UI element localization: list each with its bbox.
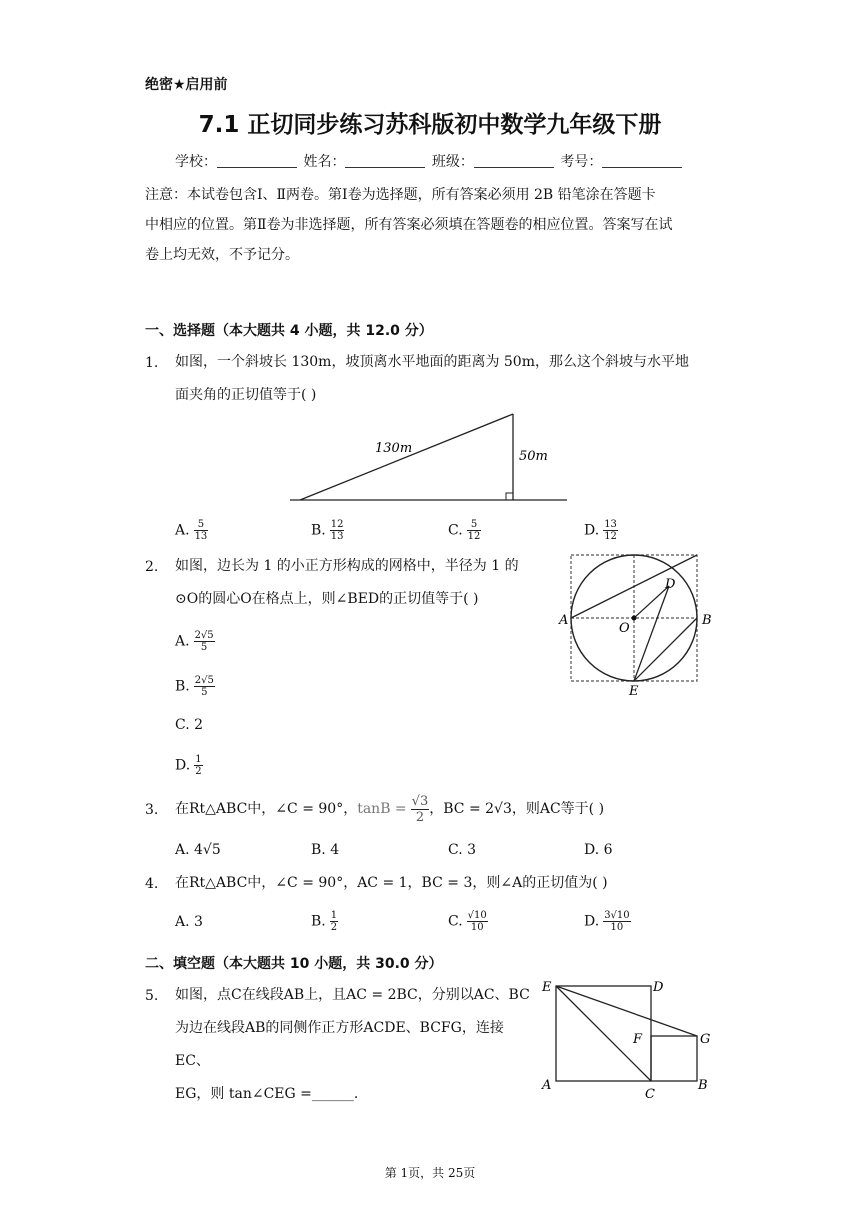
q1-option-b[interactable]: B. $\frac{12}{13}$ (311, 519, 344, 542)
q2-option-c[interactable]: C. 2 (175, 717, 204, 733)
q4-text: 在Rt△ABC中，∠C = 90°，AC = 1，BC = 3，则∠A的正切值为( ) (175, 875, 608, 891)
q5-label-b: B (698, 1078, 708, 1093)
page-footer: 第 1页，共 25页 (384, 1166, 476, 1180)
q4-option-a[interactable]: A. 3 (175, 914, 203, 930)
q3-text-a: 在Rt△ABC中，∠C = 90°， (175, 801, 358, 817)
class-blank (474, 153, 554, 168)
q3-number: 3. (145, 802, 159, 818)
q5-squares-figure (535, 975, 720, 1105)
q4-number: 4. (145, 876, 159, 892)
q2-label-o: O (619, 621, 630, 636)
q2-line-2: ⊙O的圆心O在格点上，则∠BED的正切值等于( ) (175, 591, 479, 607)
q5-label-g: G (700, 1032, 711, 1047)
q4-option-d[interactable]: D. $\frac{3√10}{10}$ (584, 910, 630, 933)
q3-tan-label: tanB = (357, 801, 407, 817)
name-label: 姓名： (303, 154, 346, 170)
school-blank (217, 153, 297, 168)
student-info-line (175, 151, 684, 171)
page-title: 7.1 正切同步练习苏科版初中数学九年级下册 (198, 112, 662, 138)
q4-option-c[interactable]: C. $\frac{√10}{10}$ (448, 910, 487, 933)
notice-line-1: 注意：本试卷包含Ⅰ、Ⅱ两卷。第Ⅰ卷为选择题，所有答案必须用 2B 铅笔涂在答题卡 (145, 187, 656, 203)
section-2-heading: 二、填空题（本大题共 10 小题，共 30.0 分） (145, 956, 443, 972)
q1-line-1: 如图，一个斜坡长 130m，坡顶离水平地面的距离为 50m，那么这个斜坡与水平地 (175, 354, 689, 370)
q1-option-a[interactable]: A. $\frac{5}{13}$ (175, 519, 208, 542)
q1-height-label: 50m (519, 449, 548, 464)
q2-label-e: E (629, 684, 639, 699)
q2-circle-figure (555, 548, 715, 700)
name-blank (345, 153, 425, 168)
q2-option-b[interactable]: B. $\frac{2√5}{5}$ (175, 675, 214, 698)
q3-option-b[interactable]: B. 4 (311, 842, 340, 858)
q2-option-a[interactable]: A. $\frac{2√5}{5}$ (175, 630, 214, 653)
q3-tan-fraction: $\frac{√3}{2}$ (411, 793, 429, 825)
q2-text (175, 550, 555, 616)
q4-option-b[interactable]: B. $\frac{1}{2}$ (311, 910, 338, 933)
q2-line-1: 如图，边长为 1 的小正方形构成的网格中，半径为 1 的 (175, 558, 519, 574)
q1-option-d[interactable]: D. $\frac{13}{12}$ (584, 519, 617, 542)
confidential-label: 绝密★启用前 (145, 77, 228, 93)
q5-label-d: D (653, 980, 664, 995)
q3-option-a[interactable]: A. 4√5 (175, 842, 221, 858)
q1-slope-label: 130m (375, 441, 413, 456)
notice (145, 180, 720, 270)
q2-number: 2. (145, 559, 159, 575)
exam-no-label: 考号： (560, 154, 603, 170)
q3-option-c[interactable]: C. 3 (448, 842, 477, 858)
notice-line-3: 卷上均无效，不予记分。 (145, 247, 299, 263)
q5-line-1: 如图，点C在线段AB上，且AC = 2BC，分别以AC、BC (175, 987, 530, 1003)
q2-option-d[interactable]: D. $\frac{1}{2}$ (175, 754, 202, 777)
q2-label-d: D (665, 577, 676, 592)
q5-label-f: F (633, 1032, 643, 1047)
notice-line-2: 中相应的位置。第Ⅱ卷为非选择题，所有答案必须填在答题卷的相应位置。答案写在试 (145, 217, 673, 233)
q5-number: 5. (145, 988, 159, 1004)
q5-line-3: EG，则 tan∠CEG =______. (175, 1086, 359, 1102)
q3-text-b: ，BC = 2√3，则AC等于( ) (429, 801, 605, 817)
section-1-heading: 一、选择题（本大题共 4 小题，共 12.0 分） (145, 323, 433, 339)
q1-slope-figure (285, 408, 570, 508)
class-label: 班级： (431, 154, 474, 170)
q2-label-b: B (702, 613, 712, 628)
q1-line-2: 面夹角的正切值等于( ) (175, 387, 317, 403)
q5-label-c: C (645, 1087, 655, 1102)
q3-option-d[interactable]: D. 6 (584, 842, 613, 858)
exam-no-blank (602, 153, 682, 168)
school-label: 学校： (175, 154, 217, 170)
q2-label-a: A (559, 613, 569, 628)
q5-line-2: 为边在线段AB的同侧作正方形ACDE、BCFG，连接EC、 (175, 1020, 504, 1069)
q5-label-e: E (542, 980, 552, 995)
q3-text (175, 793, 604, 826)
q1-text (175, 346, 720, 412)
q1-number: 1. (145, 355, 159, 371)
q5-text (175, 979, 535, 1111)
q1-option-c[interactable]: C. $\frac{5}{12}$ (448, 519, 481, 542)
q5-label-a: A (542, 1078, 552, 1093)
